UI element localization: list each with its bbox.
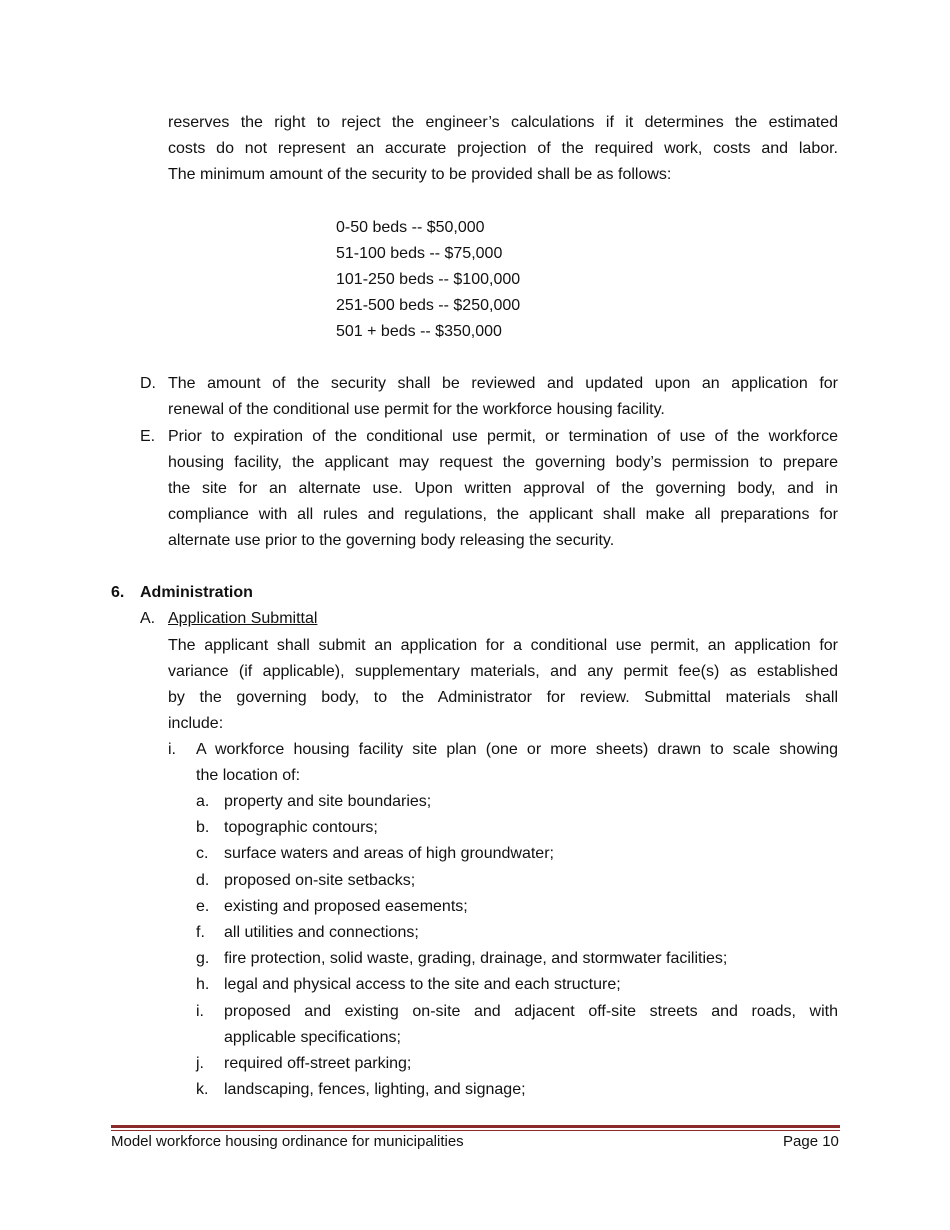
item-e-line-3: the site for an alternate use. Upon written approval of the governing body, and in: [168, 480, 838, 497]
roman-i-marker: i.: [168, 741, 176, 758]
list-item: surface waters and areas of high groundwater;: [224, 845, 554, 862]
list-item: fire protection, solid waste, grading, drainage, and stormwater facilities;: [224, 950, 728, 967]
subsection-a-line-2: variance (if applicable), supplementary materials, and any permit fee(s) as established: [168, 663, 838, 680]
list-marker: d.: [196, 872, 210, 889]
list-item: proposed on-site setbacks;: [224, 872, 416, 889]
list-item: legal and physical access to the site and each structure;: [224, 976, 621, 993]
item-e-line-5: alternate use prior to the governing body releasing the security.: [168, 532, 615, 549]
security-row: 501 + beds -- $350,000: [336, 323, 502, 340]
section-title: Administration: [140, 584, 253, 601]
item-e-marker: E.: [140, 428, 156, 445]
subsection-a-line-3: by the governing body, to the Administrator for review. Submittal materials shall: [168, 689, 838, 706]
list-item-continuation: applicable specifications;: [224, 1029, 401, 1046]
list-item: landscaping, fences, lighting, and signage;: [224, 1081, 526, 1098]
subsection-a-title: Application Submittal: [168, 610, 318, 627]
page-number: Page 10: [783, 1133, 839, 1150]
item-d-marker: D.: [140, 375, 156, 392]
list-item: topographic contours;: [224, 819, 378, 836]
subsection-a-line-4: include:: [168, 715, 224, 732]
footer-rule-thick: [111, 1125, 840, 1128]
subsection-a-line-1: The applicant shall submit an application for a conditional use permit, an application for: [168, 637, 838, 654]
list-marker: i.: [196, 1003, 204, 1020]
list-marker: a.: [196, 793, 210, 810]
list-marker: k.: [196, 1081, 209, 1098]
list-marker: e.: [196, 898, 210, 915]
roman-i-line-1: A workforce housing facility site plan (one or more sheets) drawn to scale showing: [196, 741, 838, 758]
list-marker: c.: [196, 845, 209, 862]
security-row: 101-250 beds -- $100,000: [336, 271, 521, 288]
roman-i-line-2: the location of:: [196, 767, 301, 784]
intro-line-3: The minimum amount of the security to be provided shall be as follows:: [168, 166, 672, 183]
list-item: required off-street parking;: [224, 1055, 412, 1072]
intro-line-1: reserves the right to reject the engineer’s calculations if it determines the estimated: [168, 114, 838, 131]
list-item: property and site boundaries;: [224, 793, 432, 810]
item-e-line-4: compliance with all rules and regulations, the applicant shall make all preparations for: [168, 506, 838, 523]
security-row: 0-50 beds -- $50,000: [336, 219, 485, 236]
section-number: 6.: [111, 584, 125, 601]
item-d-line-2: renewal of the conditional use permit for the workforce housing facility.: [168, 401, 665, 418]
list-marker: b.: [196, 819, 210, 836]
list-item: all utilities and connections;: [224, 924, 419, 941]
list-marker: j.: [196, 1055, 204, 1072]
subsection-a-marker: A.: [140, 610, 156, 627]
list-item: proposed and existing on-site and adjacent off-site streets and roads, with: [224, 1003, 838, 1020]
security-row: 251-500 beds -- $250,000: [336, 297, 521, 314]
list-marker: f.: [196, 924, 205, 941]
item-e-line-2: housing facility, the applicant may request the governing body’s permission to prepare: [168, 454, 838, 471]
intro-line-2: costs do not represent an accurate projection of the required work, costs and labor.: [168, 140, 838, 157]
list-marker: h.: [196, 976, 210, 993]
item-d-line-1: The amount of the security shall be reviewed and updated upon an application for: [168, 375, 838, 392]
list-item: existing and proposed easements;: [224, 898, 468, 915]
item-e-line-1: Prior to expiration of the conditional use permit, or termination of use of the workforce: [168, 428, 838, 445]
security-row: 51-100 beds -- $75,000: [336, 245, 503, 262]
footer-title: Model workforce housing ordinance for municipalities: [111, 1133, 464, 1150]
list-marker: g.: [196, 950, 210, 967]
